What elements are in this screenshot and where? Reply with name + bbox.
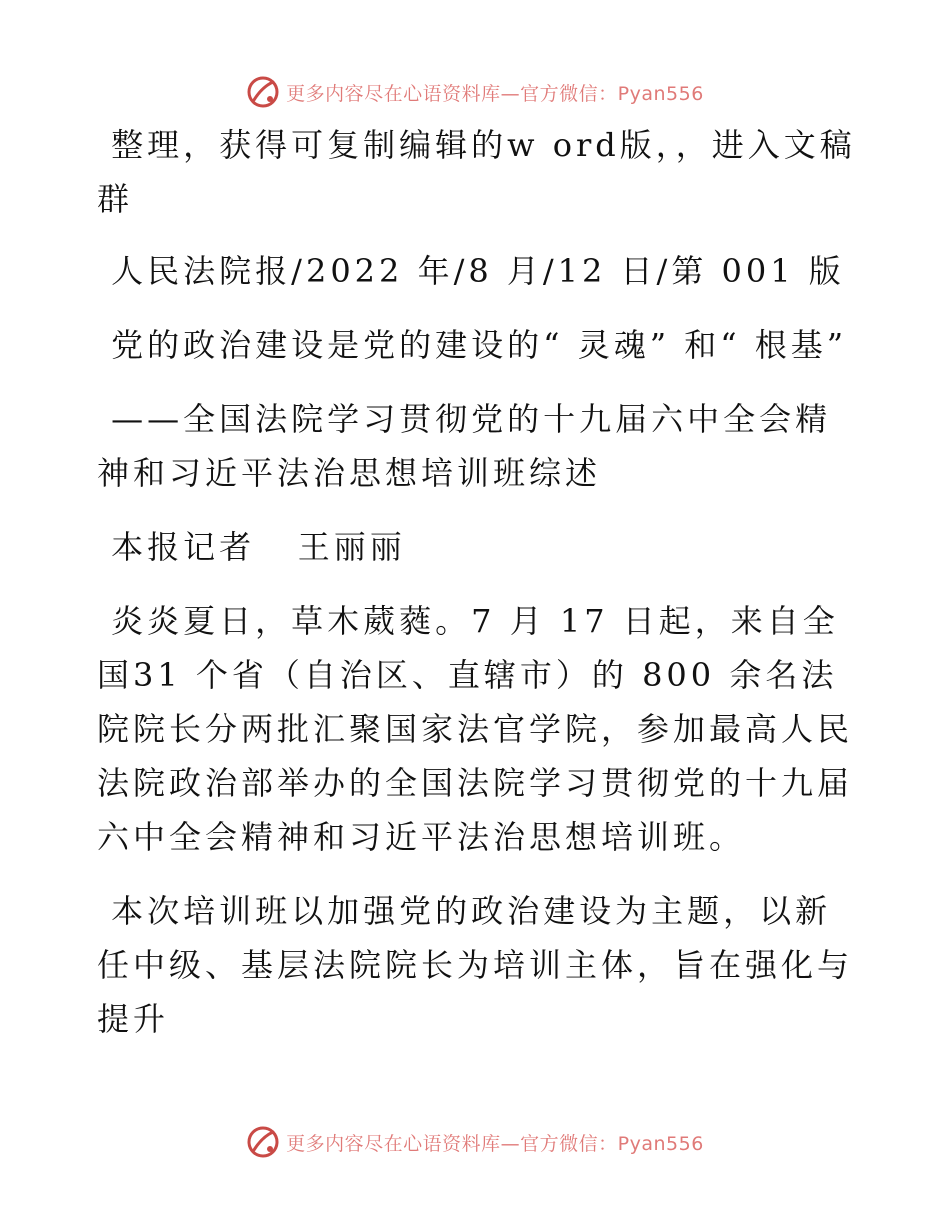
watermark-text: 更多内容尽在心语资料库—官方微信：Pyan556: [286, 1132, 704, 1155]
brush-logo-icon: [246, 75, 280, 109]
header-watermark: [0, 72, 950, 112]
brush-logo-icon: [246, 1125, 280, 1159]
article-headline: 党的政治建设是党的建设的“ 灵魂” 和“ 根基”: [97, 326, 848, 364]
watermark-text: 更多内容尽在心语资料库—官方微信：Pyan556: [286, 82, 704, 105]
body-paragraph-2: 本次培训班以加强党的政治建设为主题，以新任中级、基层法院院长为培训主体，旨在强化与提升: [97, 892, 854, 1038]
document-body: [97, 118, 857, 1046]
byline: 本报记者 王丽丽: [97, 528, 406, 566]
body-paragraph-1: 炎炎夏日，草木葳蕤。7 月 17 日起，来自全国31 个省（自治区、直辖市）的 800 余名法院院长分两批汇聚国家法官学院，参加最高人民法院政治部举办的全国法院学习贯彻党的十九届六中全会精神和习近平法治思想培训班。: [97, 602, 854, 856]
intro-line: 整理，获得可复制编辑的w ord版，，进入文稿群: [97, 126, 856, 218]
footer-watermark: [0, 1122, 950, 1162]
source-line: 人民法院报/2022 年/8 月/12 日/第 001 版: [97, 252, 845, 290]
article-subheadline: ——全国法院学习贯彻党的十九届六中全会精神和习近平法治思想培训班综述: [97, 400, 832, 492]
